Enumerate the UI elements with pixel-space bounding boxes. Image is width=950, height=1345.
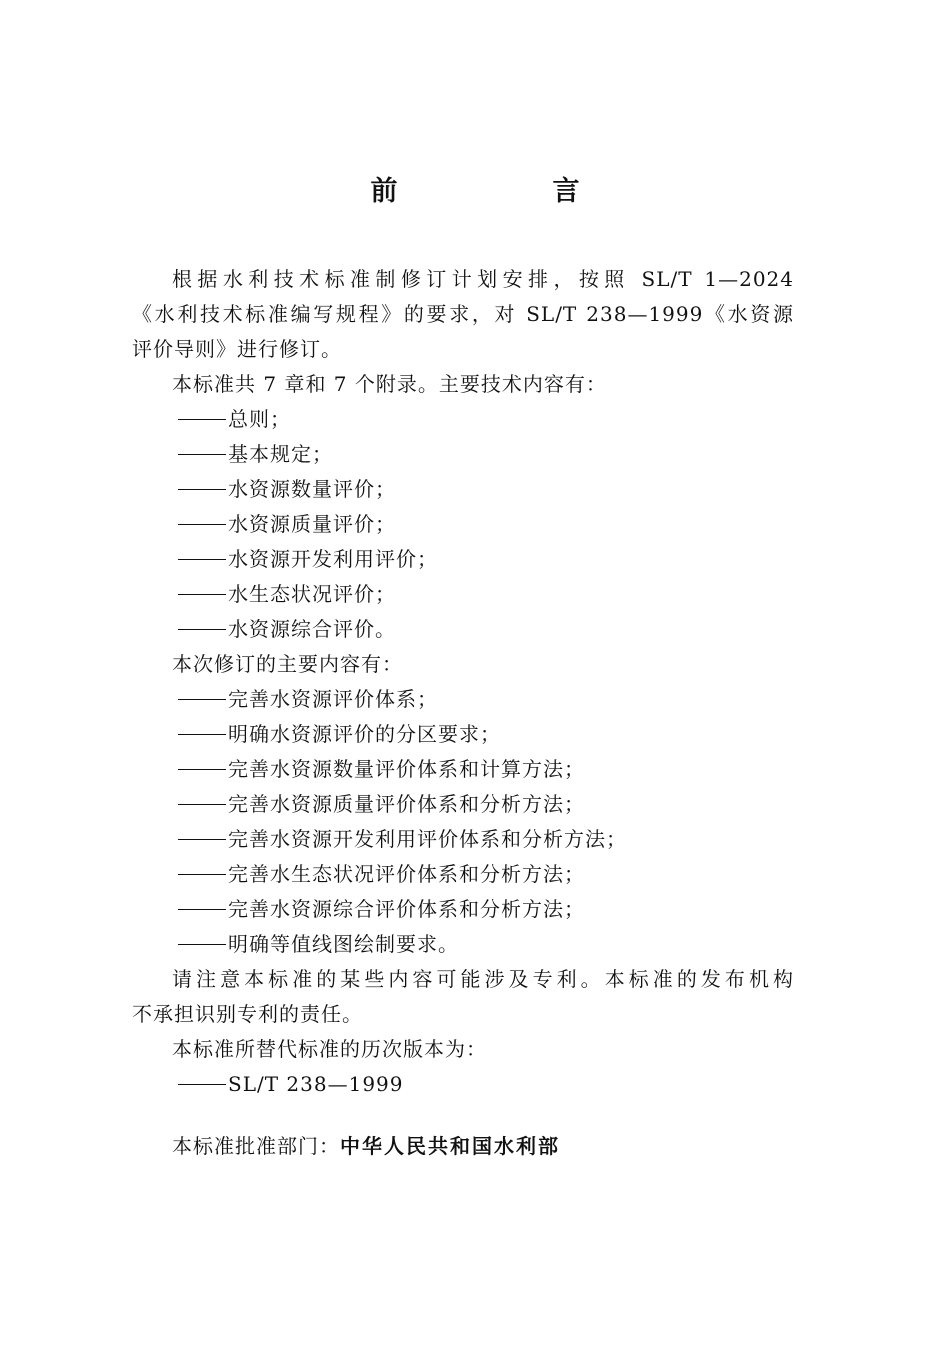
dash-mark <box>178 454 226 455</box>
dash-mark <box>178 489 226 490</box>
technical-contents-list <box>132 402 794 647</box>
list-item <box>132 1067 794 1102</box>
list-item-text: 明确水资源评价的分区要求； <box>228 722 501 746</box>
list-item-text: 完善水生态状况评价体系和分析方法； <box>228 862 585 886</box>
list-item <box>132 542 794 577</box>
patent-notice-line: 不承担识别专利的责任。 <box>132 1002 363 1026</box>
patent-notice-line: 请注意本标准的某些内容可能涉及专利。本标准的发布机构 <box>172 967 794 991</box>
list-item <box>132 717 794 752</box>
list-item-text: 完善水资源质量评价体系和分析方法； <box>228 792 585 816</box>
list-item-text: SL/T 238—1999 <box>228 1072 404 1096</box>
dash-mark <box>178 559 226 560</box>
replaced-versions-list <box>132 1067 794 1102</box>
list-item-text: 完善水资源评价体系； <box>228 687 438 711</box>
dash-mark <box>178 594 226 595</box>
overview-heading: 本标准共 7 章和 7 个附录。主要技术内容有： <box>172 372 607 396</box>
list-item <box>132 507 794 542</box>
intro-line: 根据水利技术标准制修订计划安排，按照 SL/T 1—2024 <box>172 267 794 291</box>
approval-label: 本标准批准部门： <box>172 1134 340 1158</box>
list-item-text: 水资源数量评价； <box>228 477 396 501</box>
list-item-text: 总则； <box>228 407 291 431</box>
revision-contents-list <box>132 682 794 962</box>
approval-org: 中华人民共和国水利部 <box>340 1134 560 1158</box>
list-item <box>132 927 794 962</box>
dash-mark <box>178 734 226 735</box>
list-item-text: 水资源综合评价。 <box>228 617 396 641</box>
dash-mark <box>178 804 226 805</box>
list-item-text: 基本规定； <box>228 442 333 466</box>
list-item-text: 完善水资源开发利用评价体系和分析方法； <box>228 827 627 851</box>
list-item <box>132 682 794 717</box>
patent-notice <box>132 962 794 1032</box>
revision-heading: 本次修订的主要内容有： <box>172 652 403 676</box>
list-item-text: 完善水资源综合评价体系和分析方法； <box>228 897 585 921</box>
list-item-text: 水生态状况评价； <box>228 582 396 606</box>
list-item <box>132 822 794 857</box>
foreword-body <box>132 262 794 1164</box>
approval-line <box>132 1129 794 1164</box>
list-item <box>132 437 794 472</box>
list-item <box>132 857 794 892</box>
list-item <box>132 892 794 927</box>
intro-line: 评价导则》进行修订。 <box>132 337 342 361</box>
list-item <box>132 612 794 647</box>
dash-mark <box>178 1084 226 1085</box>
page-title: 前 言 <box>370 176 644 207</box>
list-item-text: 完善水资源数量评价体系和计算方法； <box>228 757 585 781</box>
dash-mark <box>178 944 226 945</box>
replaced-heading: 本标准所替代标准的历次版本为： <box>172 1037 487 1061</box>
dash-mark <box>178 839 226 840</box>
list-item <box>132 577 794 612</box>
list-item <box>132 787 794 822</box>
list-item-text: 明确等值线图绘制要求。 <box>228 932 459 956</box>
dash-mark <box>178 524 226 525</box>
list-item <box>132 402 794 437</box>
list-item <box>132 472 794 507</box>
intro-paragraph <box>132 262 794 367</box>
list-item-text: 水资源开发利用评价； <box>228 547 438 571</box>
dash-mark <box>178 769 226 770</box>
intro-line: 《水利技术标准编写规程》的要求，对 SL/T 238—1999《水资源 <box>132 302 794 326</box>
dash-mark <box>178 629 226 630</box>
dash-mark <box>178 699 226 700</box>
dash-mark <box>178 909 226 910</box>
list-item <box>132 752 794 787</box>
list-item-text: 水资源质量评价； <box>228 512 396 536</box>
dash-mark <box>178 419 226 420</box>
spacer <box>132 1102 794 1129</box>
dash-mark <box>178 874 226 875</box>
